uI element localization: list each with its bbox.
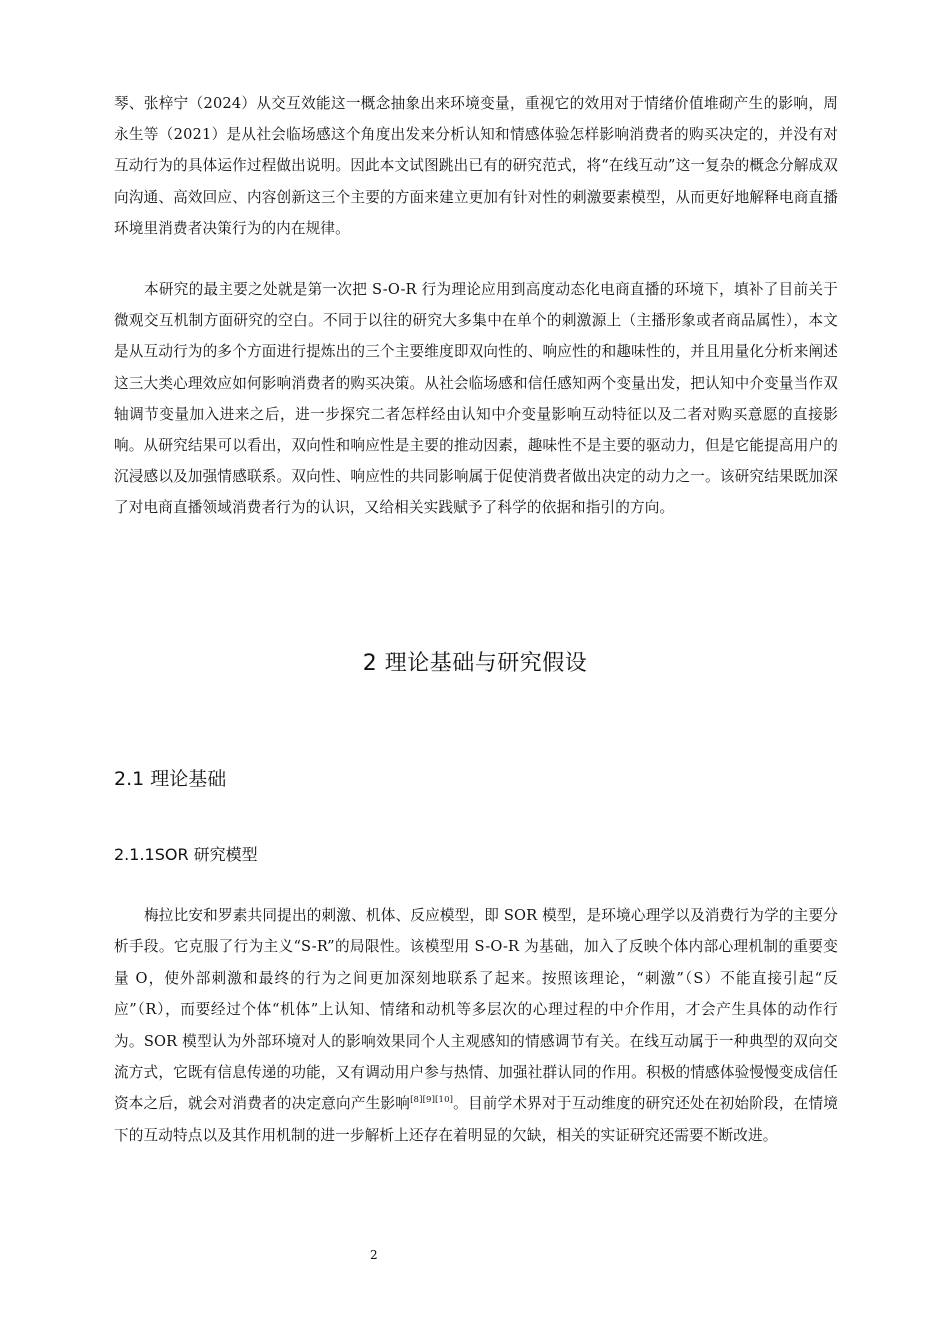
citation-references: [8][9][10] (410, 1095, 454, 1106)
paragraph-sor-model-text: 梅拉比安和罗素共同提出的刺激、机体、反应模型，即 SOR 模型，是环境心理学以及消费行为学的主要分析手段。它克服了行为主义“S-R”的局限性。该模型用 S-O-R 为基础，加入了反映个体内部心理机制的重要变量 O，使外部刺激和最终的行为之间更加深刻地联系了起来。按照该理论，“刺激”（S）不能直接引起“反应”（R），而要经过个体“机体”上认知、情绪和动机等多层次的心理过程的中介作用，才会产生具体的动作行为。SOR 模型认为外部环境对人的影响效果同个人主观感知的情感调节有关。在线互动属于一种典型的双向交流方式，它既有信息传递的功能，又有调动用户参与热情、加强社群认同的作用。积极的情感体验慢慢变成信任资本之后，就会对消费者的决定意向产生影响 (114, 907, 838, 1113)
paragraph-sor-model (114, 900, 838, 1151)
paragraph-continued: 琴、张梓宁（2024）从交互效能这一概念抽象出来环境变量，重视它的效用对于情绪价值堆砌产生的影响，周永生等（2021）是从社会临场感这个角度出发来分析认知和情感体验怎样影响消费者的购买决定的，并没有对互动行为的具体运作过程做出说明。因此本文试图跳出已有的研究范式，将“在线互动”这一复杂的概念分解成双向沟通、高效回应、内容创新这三个主要的方面来建立更加有针对性的刺激要素模型，从而更好地解释电商直播环境里消费者决策行为的内在规律。 (114, 95, 838, 237)
paragraph-sor-model-tail: 。目前学术界对于互动维度的研究还处在初始阶段，在情境下的互动特点以及其作用机制的进一步解析上还存在着明显的欠缺，相关的实证研究还需要不断改进。 (114, 1095, 838, 1144)
paragraph-research-contribution: 本研究的最主要之处就是第一次把 S-O-R 行为理论应用到高度动态化电商直播的环境下，填补了目前关于微观交互机制方面研究的空白。不同于以往的研究大多集中在单个的刺激源上（主播形象或者商品属性），本文是从互动行为的多个方面进行提炼出的三个主要维度即双向性的、响应性的和趣味性的，并且用量化分析来阐述这三大类心理效应如何影响消费者的购买决策。从社会临场感和信任感知两个变量出发，把认知中介变量当作双轴调节变量加入进来之后，进一步探究二者怎样经由认知中介变量影响互动特征以及二者对购买意愿的直接影响。从研究结果可以看出，双向性和响应性是主要的推动因素，趣味性不是主要的驱动力，但是它能提高用户的沉浸感以及加强情感联系。双向性、响应性的共同影响属于促使消费者做出决定的动力之一。该研究结果既加深了对电商直播领域消费者行为的认识，又给相关实践赋予了科学的依据和指引的方向。 (114, 281, 838, 517)
section-heading: 2.1 理论基础 (114, 768, 227, 790)
chapter-heading: 2 理论基础与研究假设 (362, 651, 588, 676)
subsection-heading: 2.1.1SOR 研究模型 (114, 845, 258, 864)
page-number: 2 (370, 1248, 378, 1262)
